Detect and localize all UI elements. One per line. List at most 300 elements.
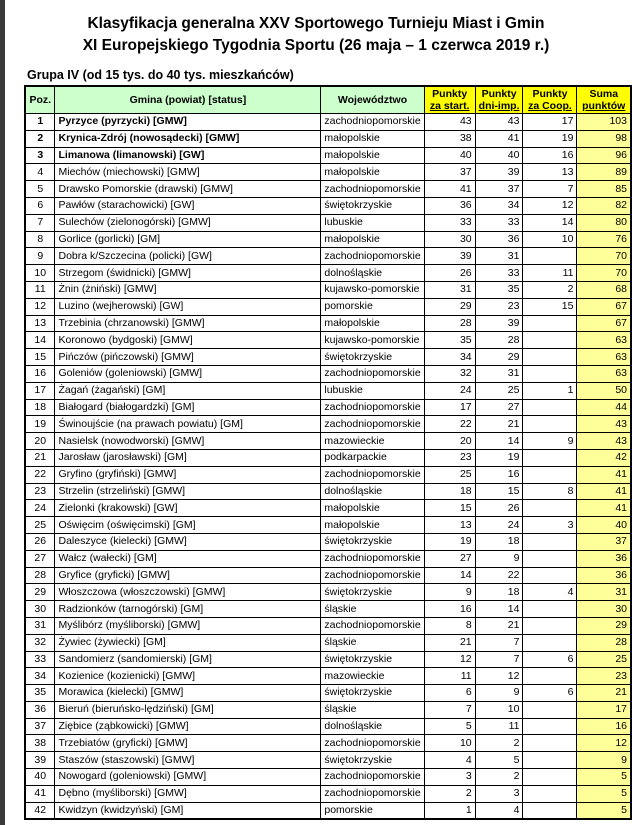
table-row: [25, 130, 631, 147]
cell-position: 26: [25, 533, 55, 550]
cell-points-days: 14: [475, 433, 523, 450]
cell-municipality: Limanowa (limanowski) [GW]: [55, 147, 321, 164]
cell-points-start: 7: [424, 701, 475, 718]
cell-municipality: Nowogard (goleniowski) [GMW]: [55, 769, 321, 786]
cell-municipality: Kozienice (kozienicki) [GMW]: [55, 668, 321, 685]
cell-points-days: 2: [475, 769, 523, 786]
cell-points-coop: 19: [523, 130, 577, 147]
cell-voivodeship: dolnośląskie: [321, 483, 424, 500]
cell-voivodeship: dolnośląskie: [321, 265, 424, 282]
cell-municipality: Myślibórz (myśliborski) [GMW]: [55, 617, 321, 634]
table-row: [25, 634, 631, 651]
table-row: [25, 668, 631, 685]
cell-points-days: 27: [475, 399, 523, 416]
cell-points-start: 25: [424, 466, 475, 483]
cell-voivodeship: śląskie: [321, 701, 424, 718]
cell-points-days: 34: [475, 197, 523, 214]
cell-sum: 36: [577, 567, 631, 584]
cell-points-coop: [523, 601, 577, 618]
cell-points-coop: [523, 533, 577, 550]
cell-position: 1: [25, 114, 55, 131]
cell-municipality: Drawsko Pomorskie (drawski) [GMW]: [55, 181, 321, 198]
cell-voivodeship: podkarpackie: [321, 449, 424, 466]
cell-municipality: Żnin (żniński) [GMW]: [55, 281, 321, 298]
table-row: [25, 399, 631, 416]
cell-points-coop: [523, 550, 577, 567]
cell-municipality: Zielonki (krakowski) [GW]: [55, 500, 321, 517]
cell-voivodeship: zachodniopomorskie: [321, 416, 424, 433]
cell-points-coop: 12: [523, 197, 577, 214]
cell-municipality: Bieruń (bieruńsko-lędziński) [GM]: [55, 701, 321, 718]
cell-position: 14: [25, 332, 55, 349]
cell-municipality: Pyrzyce (pyrzycki) [GMW]: [55, 114, 321, 131]
cell-points-coop: [523, 769, 577, 786]
header-points-days: [475, 86, 523, 114]
cell-municipality: Białogard (białogardzki) [GM]: [55, 399, 321, 416]
cell-municipality: Goleniów (goleniowski) [GMW]: [55, 365, 321, 382]
cell-position: 23: [25, 483, 55, 500]
cell-sum: 41: [577, 466, 631, 483]
header-points-coop-line1: Punkty: [532, 88, 568, 100]
cell-voivodeship: mazowieckie: [321, 433, 424, 450]
cell-voivodeship: świętokrzyskie: [321, 533, 424, 550]
cell-position: 40: [25, 769, 55, 786]
cell-position: 15: [25, 349, 55, 366]
cell-sum: 31: [577, 584, 631, 601]
cell-points-days: 25: [475, 382, 523, 399]
cell-points-start: 15: [424, 500, 475, 517]
cell-points-start: 8: [424, 617, 475, 634]
cell-municipality: Dębno (myśliborski) [GMW]: [55, 785, 321, 802]
cell-points-days: 15: [475, 483, 523, 500]
cell-points-start: 34: [424, 349, 475, 366]
cell-points-coop: [523, 785, 577, 802]
cell-voivodeship: śląskie: [321, 634, 424, 651]
table-row: [25, 718, 631, 735]
cell-points-coop: [523, 617, 577, 634]
cell-position: 2: [25, 130, 55, 147]
cell-points-start: 30: [424, 231, 475, 248]
cell-municipality: Koronowo (bydgoski) [GMW]: [55, 332, 321, 349]
cell-points-days: 37: [475, 181, 523, 198]
cell-points-days: 43: [475, 114, 523, 131]
cell-points-start: 3: [424, 769, 475, 786]
cell-points-start: 23: [424, 449, 475, 466]
cell-points-days: 21: [475, 617, 523, 634]
cell-position: 29: [25, 584, 55, 601]
cell-sum: 41: [577, 483, 631, 500]
cell-position: 6: [25, 197, 55, 214]
cell-sum: 85: [577, 181, 631, 198]
cell-points-days: 18: [475, 584, 523, 601]
cell-municipality: Nasielsk (nowodworski) [GMW]: [55, 433, 321, 450]
cell-points-days: 41: [475, 130, 523, 147]
cell-position: 37: [25, 718, 55, 735]
header-name: Gmina (powiat) [status]: [55, 86, 321, 114]
cell-position: 18: [25, 399, 55, 416]
header-points-days-line2: dni-imp.: [478, 100, 520, 112]
cell-points-coop: [523, 466, 577, 483]
cell-points-days: 36: [475, 231, 523, 248]
table-row: [25, 365, 631, 382]
table-row: [25, 332, 631, 349]
cell-points-days: 39: [475, 315, 523, 332]
table-row: [25, 785, 631, 802]
cell-points-start: 21: [424, 634, 475, 651]
cell-voivodeship: zachodniopomorskie: [321, 365, 424, 382]
cell-voivodeship: zachodniopomorskie: [321, 114, 424, 131]
table-row: [25, 248, 631, 265]
cell-points-days: 10: [475, 701, 523, 718]
cell-points-days: 39: [475, 164, 523, 181]
cell-sum: 43: [577, 416, 631, 433]
cell-sum: 82: [577, 197, 631, 214]
table-row: [25, 567, 631, 584]
cell-points-start: 26: [424, 265, 475, 282]
cell-municipality: Gryfice (gryficki) [GMW]: [55, 567, 321, 584]
cell-voivodeship: zachodniopomorskie: [321, 248, 424, 265]
cell-position: 32: [25, 634, 55, 651]
cell-position: 38: [25, 735, 55, 752]
cell-points-coop: 4: [523, 584, 577, 601]
cell-points-coop: [523, 332, 577, 349]
cell-points-days: 18: [475, 533, 523, 550]
cell-points-coop: 13: [523, 164, 577, 181]
cell-sum: 21: [577, 685, 631, 702]
header-points-start-line1: Punkty: [432, 88, 468, 100]
cell-municipality: Dobra k/Szczecina (policki) [GW]: [55, 248, 321, 265]
header-voivodeship: Województwo: [321, 86, 424, 114]
cell-points-days: 9: [475, 550, 523, 567]
cell-voivodeship: małopolskie: [321, 147, 424, 164]
cell-voivodeship: śląskie: [321, 601, 424, 618]
table-row: [25, 500, 631, 517]
cell-points-start: 28: [424, 315, 475, 332]
table-row: [25, 349, 631, 366]
cell-municipality: Wałcz (wałecki) [GM]: [55, 550, 321, 567]
cell-position: 27: [25, 550, 55, 567]
cell-points-days: 35: [475, 281, 523, 298]
cell-position: 11: [25, 281, 55, 298]
cell-position: 28: [25, 567, 55, 584]
header-points-start: [424, 86, 475, 114]
document-title-line-2: XI Europejskiego Tygodnia Sportu (26 maja – 1 czerwca 2019 r.): [82, 37, 550, 54]
cell-points-start: 37: [424, 164, 475, 181]
cell-position: 30: [25, 601, 55, 618]
cell-points-days: 14: [475, 601, 523, 618]
table-row: [25, 147, 631, 164]
cell-points-start: 4: [424, 752, 475, 769]
cell-sum: 103: [577, 114, 631, 131]
cell-position: 8: [25, 231, 55, 248]
cell-sum: 5: [577, 769, 631, 786]
table-row: [25, 584, 631, 601]
cell-points-days: 5: [475, 752, 523, 769]
cell-points-days: 16: [475, 466, 523, 483]
table-row: [25, 685, 631, 702]
cell-voivodeship: mazowieckie: [321, 668, 424, 685]
cell-municipality: Trzebinia (chrzanowski) [GMW]: [55, 315, 321, 332]
cell-points-coop: [523, 399, 577, 416]
cell-position: 21: [25, 449, 55, 466]
cell-points-start: 2: [424, 785, 475, 802]
cell-sum: 9: [577, 752, 631, 769]
table-row: [25, 483, 631, 500]
cell-points-coop: 3: [523, 517, 577, 534]
cell-position: 42: [25, 802, 55, 819]
table-row: [25, 651, 631, 668]
cell-points-coop: 17: [523, 114, 577, 131]
cell-sum: 42: [577, 449, 631, 466]
cell-points-coop: 7: [523, 181, 577, 198]
cell-sum: 16: [577, 718, 631, 735]
cell-voivodeship: zachodniopomorskie: [321, 466, 424, 483]
cell-sum: 43: [577, 433, 631, 450]
cell-points-start: 27: [424, 550, 475, 567]
table-row: [25, 449, 631, 466]
cell-voivodeship: świętokrzyskie: [321, 197, 424, 214]
table-row: [25, 298, 631, 315]
header-pos: Poz.: [25, 86, 55, 114]
cell-sum: 37: [577, 533, 631, 550]
header-sum-line2: punktów: [582, 100, 626, 112]
cell-voivodeship: świętokrzyskie: [321, 584, 424, 601]
cell-points-days: 26: [475, 500, 523, 517]
cell-municipality: Miechów (miechowski) [GMW]: [55, 164, 321, 181]
cell-points-start: 40: [424, 147, 475, 164]
cell-points-days: 31: [475, 365, 523, 382]
cell-voivodeship: zachodniopomorskie: [321, 617, 424, 634]
cell-sum: 25: [577, 651, 631, 668]
cell-points-start: 11: [424, 668, 475, 685]
cell-sum: 70: [577, 265, 631, 282]
cell-sum: 76: [577, 231, 631, 248]
table-row: [25, 617, 631, 634]
cell-points-days: 7: [475, 651, 523, 668]
cell-points-start: 9: [424, 584, 475, 601]
cell-municipality: Staszów (staszowski) [GMW]: [55, 752, 321, 769]
cell-municipality: Sandomierz (sandomierski) [GM]: [55, 651, 321, 668]
cell-points-coop: 6: [523, 651, 577, 668]
cell-position: 13: [25, 315, 55, 332]
cell-sum: 50: [577, 382, 631, 399]
cell-voivodeship: zachodniopomorskie: [321, 399, 424, 416]
cell-voivodeship: małopolskie: [321, 164, 424, 181]
cell-voivodeship: małopolskie: [321, 315, 424, 332]
cell-points-days: 4: [475, 802, 523, 819]
cell-points-coop: [523, 701, 577, 718]
cell-position: 7: [25, 214, 55, 231]
cell-voivodeship: świętokrzyskie: [321, 752, 424, 769]
cell-points-coop: [523, 349, 577, 366]
cell-municipality: Pawłów (starachowicki) [GW]: [55, 197, 321, 214]
cell-municipality: Daleszyce (kielecki) [GMW]: [55, 533, 321, 550]
cell-sum: 96: [577, 147, 631, 164]
cell-position: 41: [25, 785, 55, 802]
table-body: [25, 114, 631, 820]
cell-points-days: 29: [475, 349, 523, 366]
cell-sum: 63: [577, 365, 631, 382]
cell-position: 25: [25, 517, 55, 534]
cell-points-start: 36: [424, 197, 475, 214]
cell-points-days: 33: [475, 265, 523, 282]
cell-voivodeship: zachodniopomorskie: [321, 769, 424, 786]
cell-points-days: 31: [475, 248, 523, 265]
cell-sum: 23: [577, 668, 631, 685]
cell-points-start: 39: [424, 248, 475, 265]
cell-points-coop: [523, 500, 577, 517]
cell-points-coop: [523, 449, 577, 466]
cell-points-coop: [523, 752, 577, 769]
header-points-coop: [523, 86, 577, 114]
cell-points-start: 1: [424, 802, 475, 819]
cell-municipality: Włoszczowa (włoszczowski) [GMW]: [55, 584, 321, 601]
cell-voivodeship: świętokrzyskie: [321, 651, 424, 668]
cell-points-start: 12: [424, 651, 475, 668]
cell-position: 20: [25, 433, 55, 450]
cell-points-start: 38: [424, 130, 475, 147]
header-sum-line1: Suma: [589, 88, 619, 100]
cell-sum: 80: [577, 214, 631, 231]
cell-points-start: 29: [424, 298, 475, 315]
table-row: [25, 701, 631, 718]
cell-municipality: Żagań (żagański) [GM]: [55, 382, 321, 399]
table-row: [25, 214, 631, 231]
cell-sum: 17: [577, 701, 631, 718]
cell-municipality: Sulechów (zielonogórski) [GMW]: [55, 214, 321, 231]
cell-points-start: 41: [424, 181, 475, 198]
cell-points-coop: [523, 567, 577, 584]
cell-points-start: 35: [424, 332, 475, 349]
table-row: [25, 802, 631, 819]
table-row: [25, 382, 631, 399]
cell-sum: 30: [577, 601, 631, 618]
cell-sum: 40: [577, 517, 631, 534]
cell-position: 39: [25, 752, 55, 769]
cell-voivodeship: kujawsko-pomorskie: [321, 281, 424, 298]
table-row: [25, 231, 631, 248]
cell-voivodeship: świętokrzyskie: [321, 685, 424, 702]
cell-points-days: 28: [475, 332, 523, 349]
cell-points-coop: 10: [523, 231, 577, 248]
cell-points-coop: 9: [523, 433, 577, 450]
cell-municipality: Świnoujście (na prawach powiatu) [GM]: [55, 416, 321, 433]
cell-points-days: 23: [475, 298, 523, 315]
cell-sum: 98: [577, 130, 631, 147]
cell-points-start: 43: [424, 114, 475, 131]
cell-points-days: 2: [475, 735, 523, 752]
table-row: [25, 769, 631, 786]
cell-voivodeship: zachodniopomorskie: [321, 567, 424, 584]
cell-sum: 63: [577, 332, 631, 349]
cell-voivodeship: zachodniopomorskie: [321, 785, 424, 802]
cell-municipality: Radzionków (tarnogórski) [GM]: [55, 601, 321, 618]
cell-position: 35: [25, 685, 55, 702]
cell-points-coop: [523, 718, 577, 735]
cell-points-coop: [523, 365, 577, 382]
cell-points-days: 12: [475, 668, 523, 685]
results-table: [24, 85, 632, 820]
cell-sum: 12: [577, 735, 631, 752]
cell-points-days: 9: [475, 685, 523, 702]
cell-position: 36: [25, 701, 55, 718]
cell-points-start: 33: [424, 214, 475, 231]
cell-voivodeship: małopolskie: [321, 130, 424, 147]
cell-points-start: 17: [424, 399, 475, 416]
cell-points-days: 11: [475, 718, 523, 735]
cell-points-start: 20: [424, 433, 475, 450]
cell-municipality: Strzelin (strzeliński) [GMW]: [55, 483, 321, 500]
table-row: [25, 550, 631, 567]
cell-voivodeship: pomorskie: [321, 802, 424, 819]
cell-sum: 41: [577, 500, 631, 517]
table-row: [25, 265, 631, 282]
cell-points-days: 22: [475, 567, 523, 584]
cell-position: 34: [25, 668, 55, 685]
table-header-row: [25, 86, 631, 114]
cell-points-coop: [523, 315, 577, 332]
cell-sum: 63: [577, 349, 631, 366]
header-points-start-line2: za start.: [429, 100, 470, 112]
cell-points-days: 40: [475, 147, 523, 164]
header-points-days-line1: Punkty: [481, 88, 517, 100]
cell-municipality: Pińczów (pińczowski) [GMW]: [55, 349, 321, 366]
cell-voivodeship: pomorskie: [321, 298, 424, 315]
cell-points-coop: [523, 634, 577, 651]
cell-municipality: Strzegom (świdnicki) [GMW]: [55, 265, 321, 282]
cell-points-coop: 1: [523, 382, 577, 399]
cell-points-days: 21: [475, 416, 523, 433]
cell-voivodeship: lubuskie: [321, 214, 424, 231]
cell-sum: 67: [577, 315, 631, 332]
cell-sum: 68: [577, 281, 631, 298]
cell-sum: 36: [577, 550, 631, 567]
cell-municipality: Ziębice (ząbkowicki) [GMW]: [55, 718, 321, 735]
cell-voivodeship: świętokrzyskie: [321, 349, 424, 366]
cell-points-coop: 2: [523, 281, 577, 298]
cell-voivodeship: dolnośląskie: [321, 718, 424, 735]
cell-voivodeship: zachodniopomorskie: [321, 735, 424, 752]
cell-position: 3: [25, 147, 55, 164]
cell-points-coop: 8: [523, 483, 577, 500]
cell-sum: 67: [577, 298, 631, 315]
cell-sum: 28: [577, 634, 631, 651]
table-row: [25, 114, 631, 131]
cell-points-days: 7: [475, 634, 523, 651]
cell-position: 12: [25, 298, 55, 315]
cell-points-start: 10: [424, 735, 475, 752]
cell-position: 17: [25, 382, 55, 399]
cell-sum: 44: [577, 399, 631, 416]
cell-voivodeship: zachodniopomorskie: [321, 550, 424, 567]
cell-sum: 5: [577, 785, 631, 802]
table-row: [25, 416, 631, 433]
header-points-coop-line2: za Coop.: [528, 100, 572, 112]
cell-points-coop: 11: [523, 265, 577, 282]
table-row: [25, 517, 631, 534]
cell-points-coop: [523, 735, 577, 752]
cell-points-start: 32: [424, 365, 475, 382]
cell-position: 22: [25, 466, 55, 483]
cell-position: 4: [25, 164, 55, 181]
cell-points-start: 5: [424, 718, 475, 735]
cell-sum: 70: [577, 248, 631, 265]
table-row: [25, 164, 631, 181]
cell-points-start: 19: [424, 533, 475, 550]
cell-municipality: Gorlice (gorlicki) [GM]: [55, 231, 321, 248]
cell-voivodeship: małopolskie: [321, 517, 424, 534]
cell-points-start: 14: [424, 567, 475, 584]
